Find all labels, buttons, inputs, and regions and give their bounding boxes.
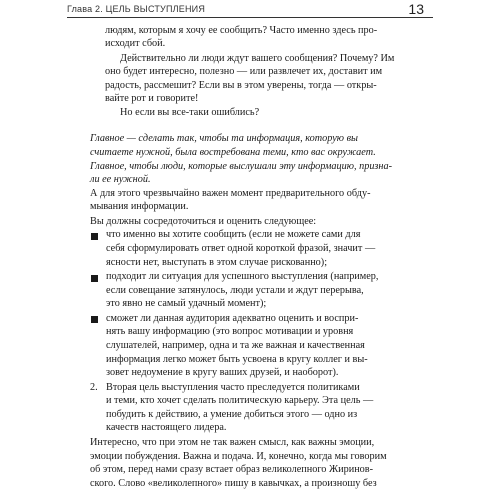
closing-line: эмоции побуждения. Важна и подача. И, конечно, когда мы говорим [90, 450, 387, 462]
bullet-line: сможет ли данная аудитория адекватно оценить и воспри- [106, 312, 359, 324]
intro-line: мывания информации. [90, 201, 189, 213]
numbered-line: Вторая цель выступления часто преследуется политиками [106, 381, 360, 393]
numbered-line: и теми, кто хочет сделать политическую карьеру. Эта цель — [106, 395, 374, 407]
numbered-line: качеств настоящего лидера. [106, 422, 227, 434]
bullet-line: ясности нет, выступать в этом случае рискованно); [106, 256, 328, 268]
bullet-line: слушателей, например, одна и та же важная и качественная [106, 340, 365, 351]
bullet-marker [91, 316, 98, 323]
page-number: 13 [408, 1, 424, 17]
bullet-line: что именно вы хотите сообщить (если не можете сами для [106, 229, 361, 241]
list-number: 2. [90, 381, 98, 393]
emphasis-line: ли ее нужной. [90, 174, 151, 186]
closing-line: ского. Слово «великолепного» пишу в кавычках, а произношу без [90, 477, 377, 489]
bullet-line: информация легко может быть усвоена в кругу коллег и вы- [106, 353, 368, 365]
bullet-marker [91, 233, 98, 240]
bullet-line: себя сформулировать ответ одной короткой фразой, значит — [106, 243, 376, 254]
closing-line: Интересно, что при этом не так важен смысл, как важны эмоции, [90, 436, 375, 448]
quote-line: оно будет интересно, полезно — или развлечет их, доставит им [105, 66, 383, 78]
running-header-chapter: Глава 2. ЦЕЛЬ ВЫСТУПЛЕНИЯ [67, 4, 206, 14]
bullet-line: это явно не самый удачный момент); [106, 298, 267, 310]
quote-line: исходит сбой. [105, 38, 166, 50]
bullet-line: подходит ли ситуация для успешного выступления (например, [106, 271, 379, 283]
intro-line: Вы должны сосредоточиться и оценить следующее: [90, 215, 317, 227]
bullet-marker [91, 275, 98, 282]
bullet-line: зовет недоумение в кругу ваших друзей, и наоборот). [106, 367, 339, 379]
numbered-line: побудить к действию, а умение добиться этого — одно из [106, 408, 358, 420]
bullet-line: если совещание затянулось, люди устали и ждут перерыва, [106, 284, 364, 296]
bullet-line: нять вашу информацию (это вопрос мотивации и уровня [106, 326, 354, 338]
header-rule [67, 17, 433, 18]
quote-line: Действительно ли люди ждут вашего сообщения? Почему? Им [120, 52, 395, 64]
intro-line: А для этого чрезвычайно важен момент предварительного обду- [90, 187, 371, 199]
emphasis-line: Главное, чтобы люди, которые выслушали эту информацию, призна- [90, 160, 393, 172]
quote-line: вайте рот и говорите! [105, 93, 199, 105]
quote-line: Но если вы все-таки ошиблись? [120, 107, 260, 119]
quote-line: радость, рассмешит? Если вы в этом уверены, тогда — откры- [105, 79, 377, 91]
emphasis-line: Главное — сделать так, чтобы та информация, которую вы [90, 133, 358, 145]
quote-line: людям, которым я хочу ее сообщить? Часто именно здесь про- [105, 24, 378, 36]
emphasis-line: считаете нужной, была востребована теми, кто вас окружает. [90, 146, 376, 158]
closing-line: об этом, перед нами сразу встает образ великолепного Жиринов- [90, 464, 374, 476]
